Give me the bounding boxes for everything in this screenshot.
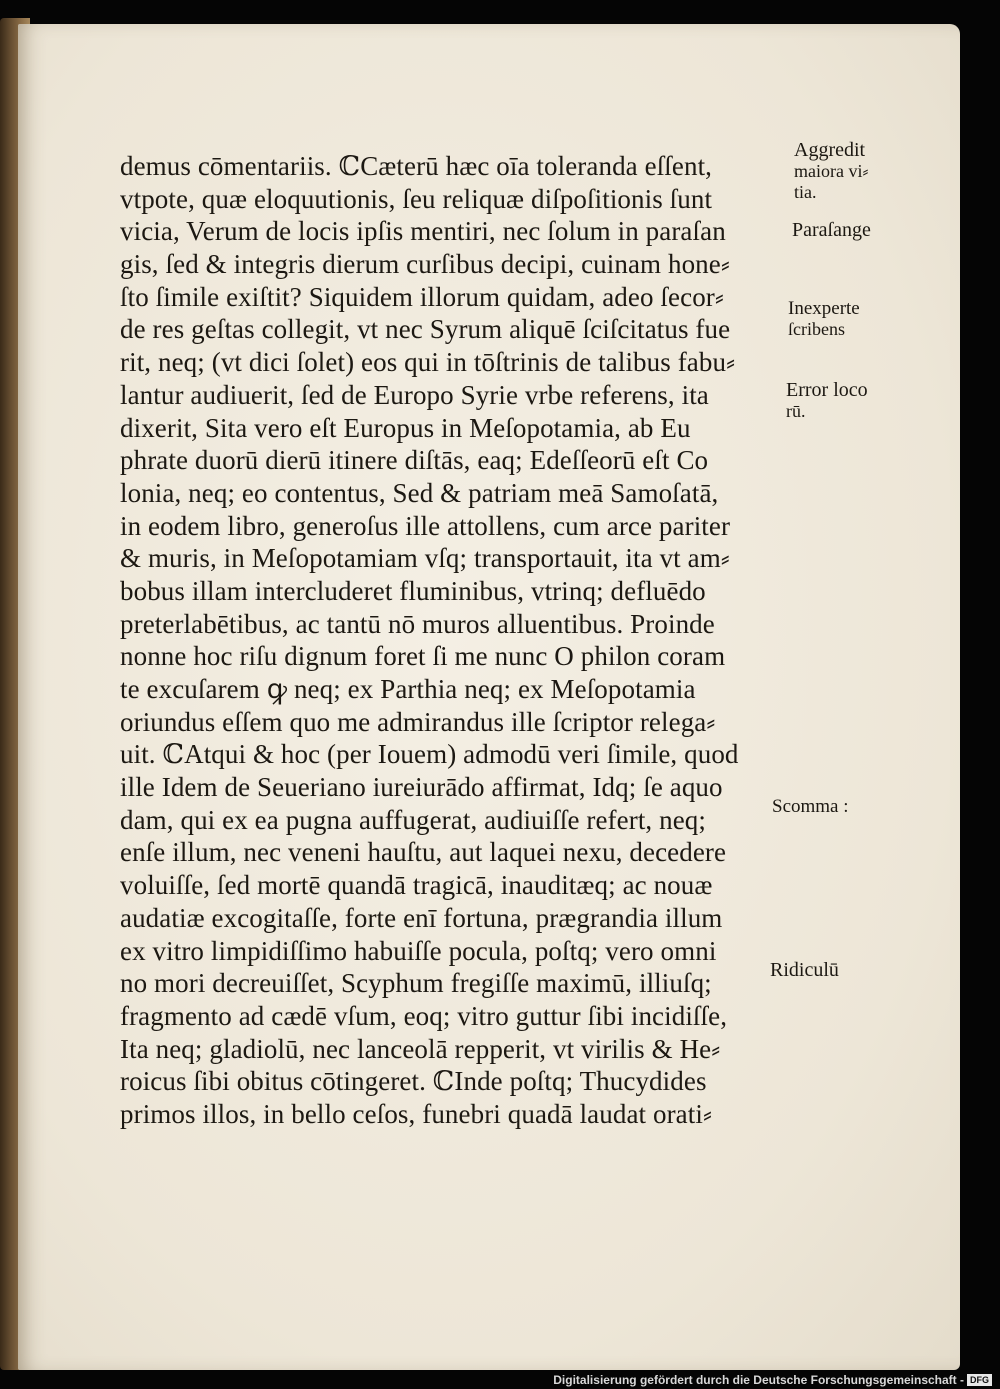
text-line: vicia, Verum de locis ipſis mentiri, nec ſolum in paraſan	[120, 216, 726, 247]
book-page	[18, 24, 960, 1370]
text-line: nonne hoc riſu dignum foret ſi me nunc O philon coram	[120, 641, 726, 672]
text-line: te excuſarem ꝙ neq; ex Parthia neq; ex Meſopotamia	[120, 674, 696, 704]
text-line: dixerit, Sita vero eſt Europus in Meſopotamia, ab Eu	[120, 412, 691, 443]
text-line: gis, ſed & integris dierum curſibus decipi, cuinam hone⸗	[120, 249, 730, 280]
gloss-line: Inexperte	[788, 298, 860, 319]
main-text	[120, 150, 810, 1131]
text-line: bobus illam intercluderet fluminibus, vtrinq; defluēdo	[120, 575, 706, 606]
text-line: ille Idem de Seueriano iureiurādo affirmat, Idq; ſe aquo	[120, 772, 723, 803]
text-line: rit, neq; (vt dici ſolet) eos qui in tōſtrinis de talibus fabu⸗	[120, 347, 736, 378]
text-line: oriundus eſſem quo me admirandus ille ſcriptor relega⸗	[120, 706, 716, 737]
text-line: fragmento ad cædē vſum, eoq; vitro guttur ſibi incidiſſe,	[120, 1000, 728, 1031]
text-line: & muris, in Meſopotamiam vſq; transportauit, ita vt am⸗	[120, 543, 730, 574]
text-line: lantur audiuerit, ſed de Europo Syrie vrbe referens, ita	[120, 379, 709, 410]
text-line: no mori decreuiſſet, Scyphum fregiſſe maximū, illiuſq;	[120, 968, 712, 999]
text-line: ex vitro limpidiſſimo habuiſſe pocula, poſtq; vero omni	[120, 935, 717, 966]
margin-gloss	[792, 220, 871, 241]
gloss-line: Ridiculū	[770, 959, 839, 981]
gloss-line: maiora vi⸗	[794, 161, 869, 181]
text-line: audatiæ excogitaſſe, forte enī fortuna, prægrandia illum	[120, 902, 723, 933]
text-line: roicus ſibi obitus cōtingeret. ℂInde poſtq; Thucydides	[120, 1066, 707, 1097]
text-line: voluiſſe, ſed mortē quandā tragicā, inauditæq; ac nouæ	[120, 870, 713, 901]
gloss-line: Aggredit	[794, 139, 866, 161]
gloss-line: ſcribens	[788, 319, 845, 339]
gloss-line: Error loco	[786, 379, 868, 401]
text-line: Ita neq; gladiolū, nec lanceolā repperit, vt virilis & He⸗	[120, 1033, 721, 1064]
margin-gloss	[772, 796, 849, 817]
footer-credit: Digitalisierung gefördert durch die Deutsche Forschungsgemeinschaft -	[553, 1373, 964, 1387]
gloss-line: tia.	[794, 182, 817, 202]
text-line: preterlabētibus, ac tantū nō muros alluentibus. Proinde	[120, 608, 715, 639]
margin-gloss	[770, 960, 839, 981]
text-line: enſe illum, nec veneni hauſtu, aut laquei nexu, decedere	[120, 837, 727, 868]
text-line: de res geſtas collegit, vt nec Syrum aliquē ſciſcitatus fue	[120, 314, 731, 345]
footer-bar	[0, 1371, 1000, 1389]
text-line: vtpote, quæ eloquutionis, ſeu reliquæ diſpoſitionis ſunt	[120, 183, 713, 214]
margin-gloss	[788, 298, 860, 340]
text-line: ſto ſimile exiſtit? Siquidem illorum quidam, adeo ſecor⸗	[120, 281, 724, 312]
text-line: dam, qui ex ea pugna auffugerat, audiuiſſe refert, neq;	[120, 804, 707, 835]
text-line: demus cōmentariis. ℂCæterū hæc oīa toleranda eſſent,	[120, 151, 713, 181]
margin-gloss	[794, 140, 868, 203]
text-line: lonia, neq; eo contentus, Sed & patriam meā Samoſatā,	[120, 477, 719, 508]
gloss-line: Scomma :	[772, 796, 849, 817]
text-line: phrate duorū dierū itinere diſtās, eaq; Edeſſeorū eſt Co	[120, 445, 709, 476]
text-line: uit. ℂAtqui & hoc (per Iouem) admodū veri ſimile, quod	[120, 739, 739, 770]
margin-gloss	[786, 380, 868, 422]
gloss-line: Paraſange	[792, 219, 871, 241]
text-line: primos illos, in bello ceſos, funebri quadā laudat orati⸗	[120, 1098, 713, 1129]
text-line: in eodem libro, generoſus ille attollens, cum arce pariter	[120, 510, 731, 541]
gloss-line: rū.	[786, 401, 806, 421]
dfg-logo: DFG	[967, 1374, 992, 1386]
